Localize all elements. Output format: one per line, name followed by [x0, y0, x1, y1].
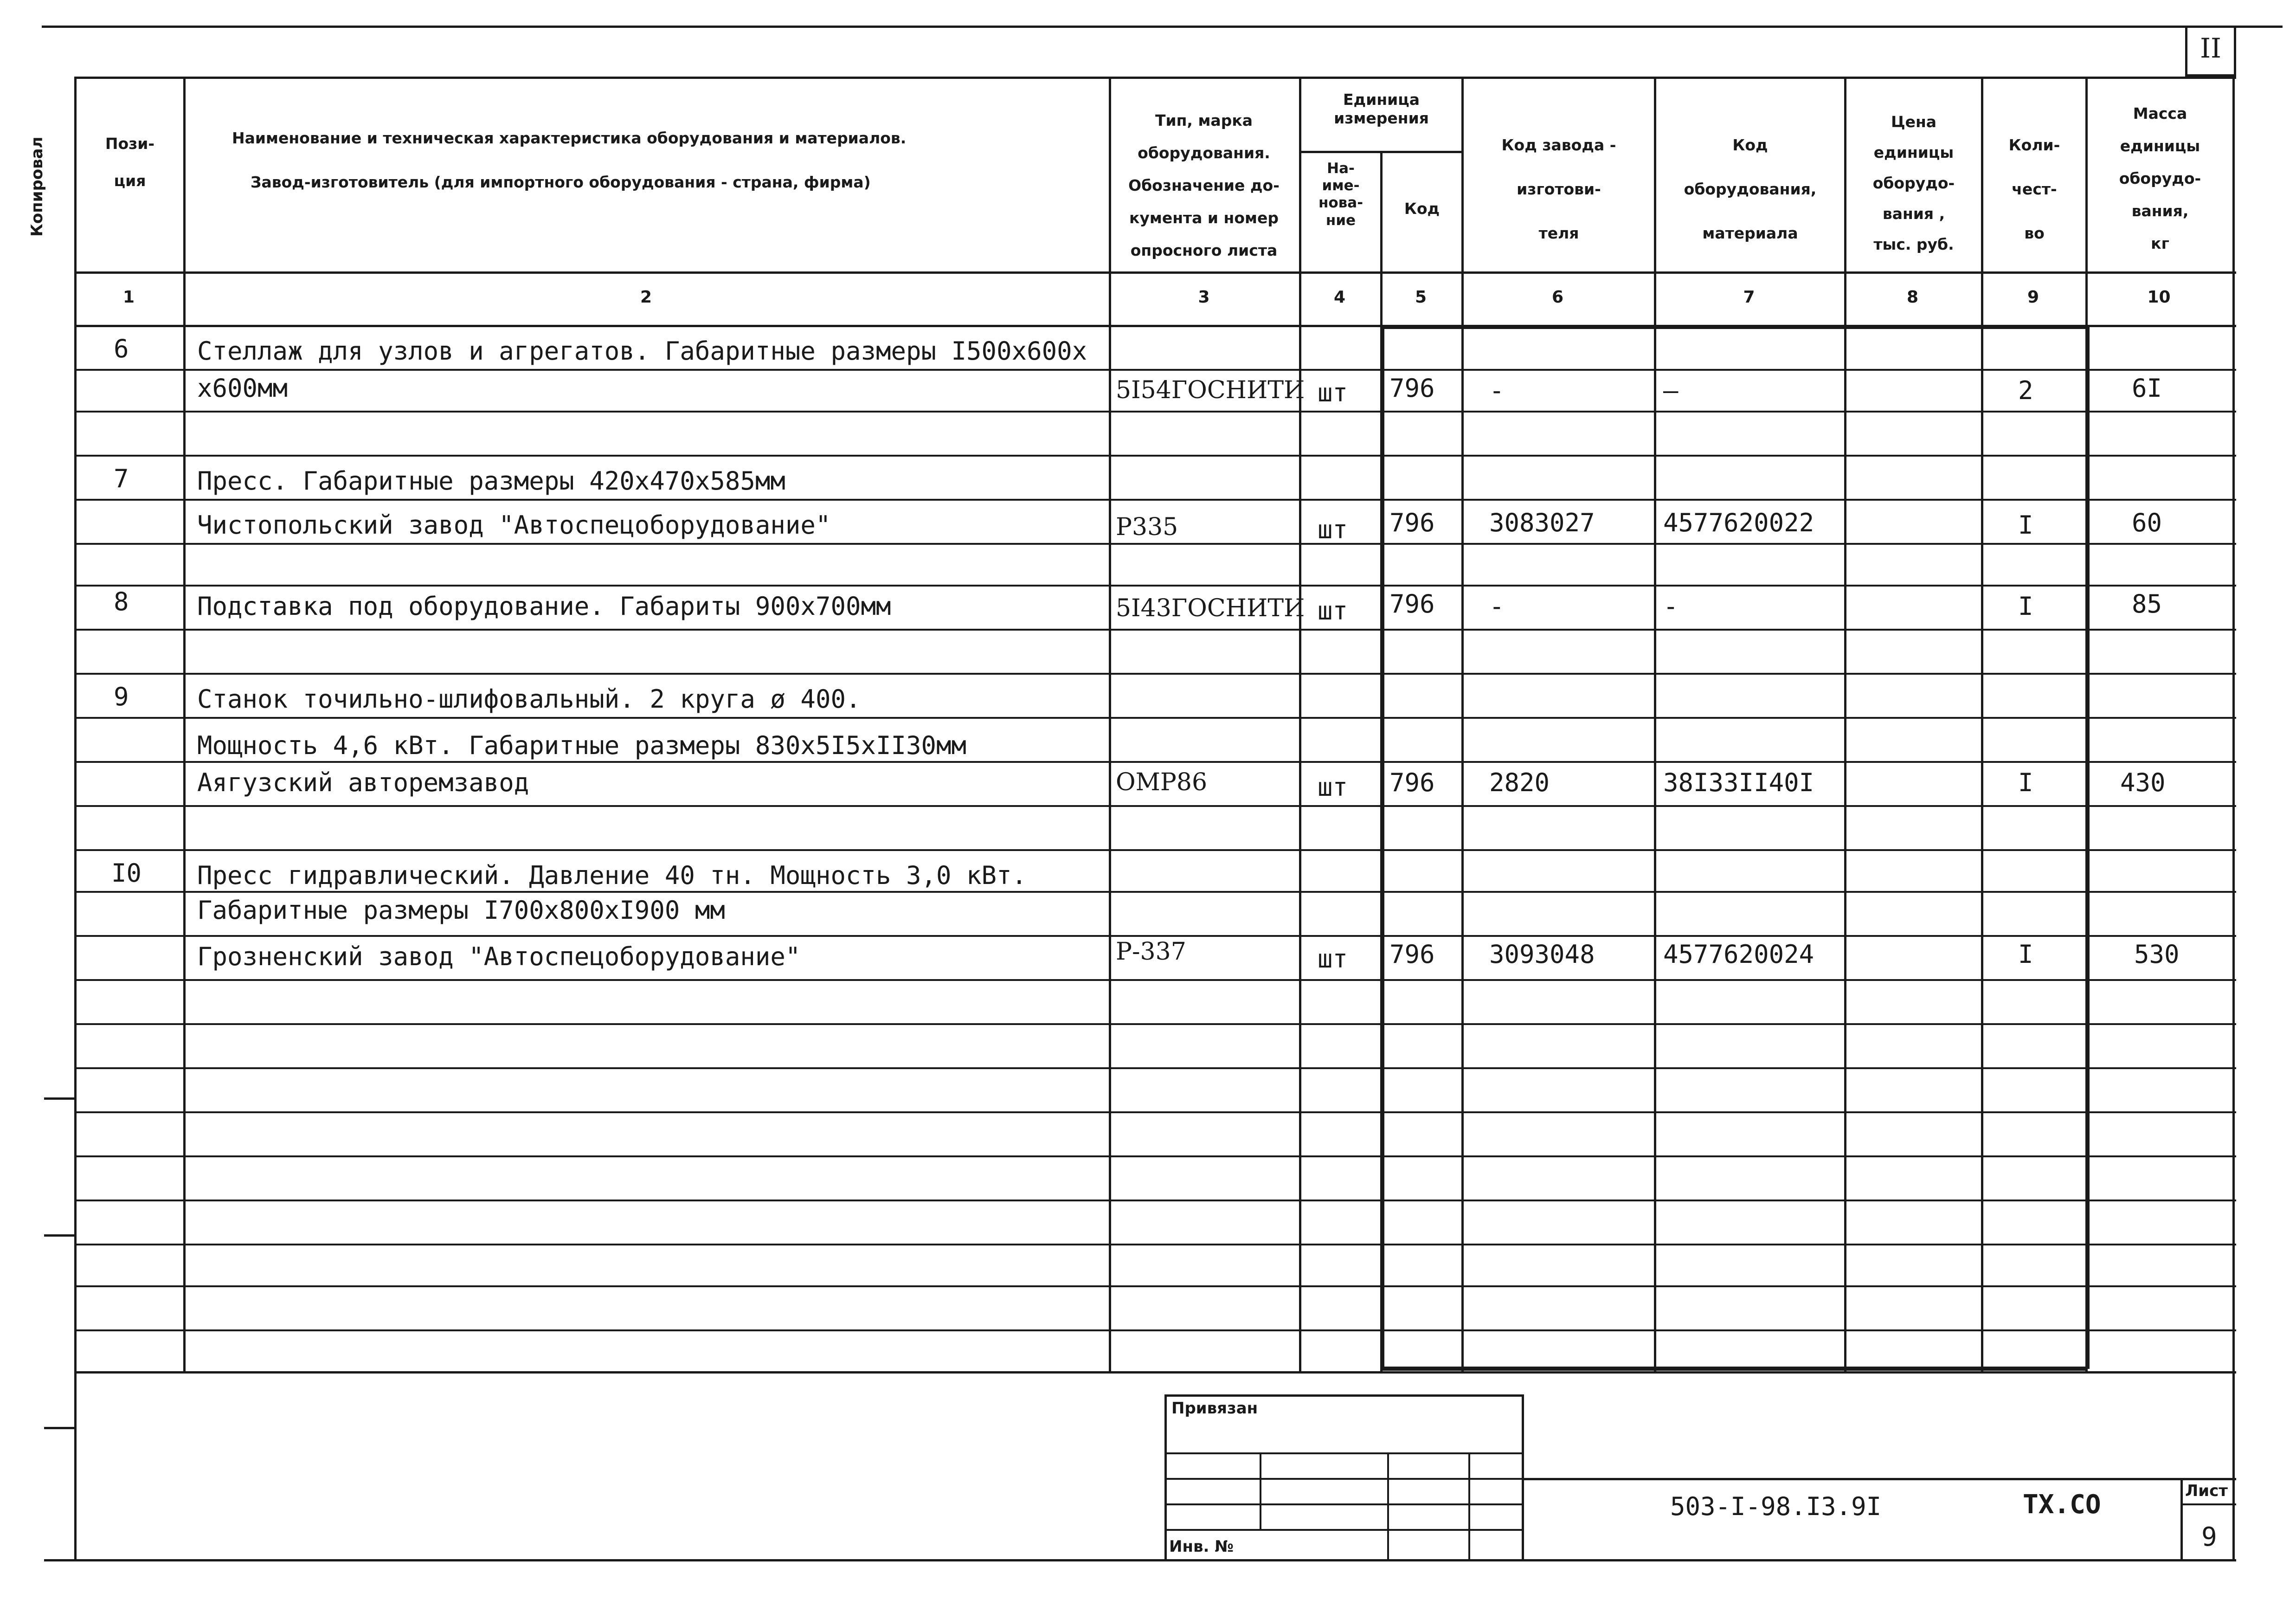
inventory-label: Инв. №: [1169, 1537, 1234, 1556]
sheet-corner-number: II: [2200, 32, 2221, 64]
document-code: 503-I-98.I3.9I: [1670, 1492, 1882, 1521]
side-stamp-text: Копировал: [28, 136, 46, 237]
bound-label: Привязан: [1171, 1399, 1258, 1418]
document-page: II Копировал Пози- ция Наименование и техническая характеристика оборудования и материалов. Завод-изготовитель (для импортного оборудования - страна, фирма) Тип, марка оборудования. Обозначение до- кумента и номер опросного листа Единица измерения На- име- нова- ние Код Код завода - изготови- теля Код оборудования, материала Цена единицы оборудо- вания , тыс. руб. Коли- чест- во Масса единицы оборудо- вания, кг 1 2 3 4 5 6 7 8 9 10 6 Стеллаж для узлов и агрегатов. Габаритные размеры I500х600х х600мм 5I54ГОСНИТИ шт 796 - — 2 6I 7 Пресс. Габаритные размеры 420х470х585мм Чистопольский завод "Автоспецоборудование" Р335 шт 796 3083027 4577620022 I 60 8 Подставка под оборудование. Габариты 900х700мм 5I43ГОСНИТИ шт 796 - - I 85 9 Станок точильно-шлифовальный. 2 круга ø 400. Мощность 4,6 кВт. Габаритные размеры 830х5I5хII30мм Аягузский авторемзавод ОМР86 шт 796 2820 38I33II40I I 430 I0 Пресс гидравлический. Давление 40 тн. Мощность 3,0 кВт. Габаритные размеры I700х800хI900 мм Грозненский завод "Автоспецоборудование" Р-337 шт 796 3093048 4577620024 I 530 Привязан Инв. № 503-I-98.I3.9I ТХ.СО Лист 9: [0, 0, 2296, 1606]
sheet-number: 9: [2201, 1522, 2217, 1552]
document-mark: ТХ.СО: [2023, 1490, 2101, 1520]
sheet-label: Лист: [2185, 1482, 2228, 1500]
